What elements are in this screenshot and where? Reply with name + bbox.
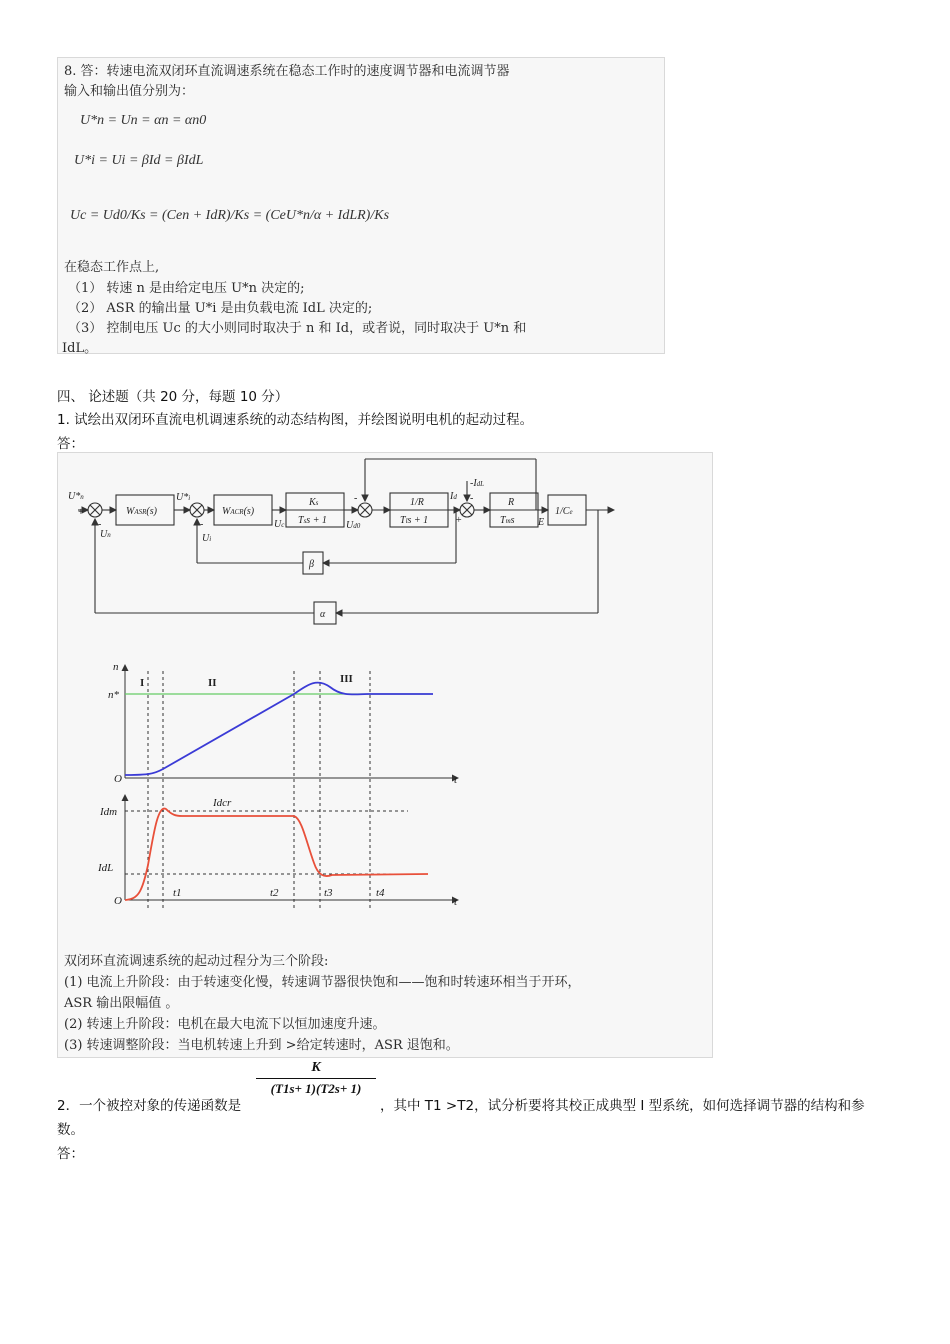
q2-suffix: ，其中 T1 >T2，试分析要将其校正成典型 I 型系统，如何选择调节器的结构和参	[380, 1098, 865, 1114]
start-process-title: 双闭环直流调速系统的起动过程分为三个阶段:	[64, 954, 329, 969]
q8-eq3: Uc = Ud0/Ks = (Cen + IdR)/Ks = (CeU*n/α + IdLR)/Ks	[70, 208, 390, 223]
q8-eq2: U*i = Ui = βId = βIdL	[74, 153, 204, 168]
block-tss: Tss + 1	[298, 515, 327, 526]
q2-answer: 答：	[57, 1146, 84, 1162]
start-process-item-1: (1) 电流上升阶段：由于转速变化慢，转速调节器很快饱和——饱和时转速环相当于开环，	[64, 975, 581, 990]
svg-text:+: +	[456, 515, 462, 526]
sig-e: E	[538, 517, 545, 528]
start-process-item-3: (2) 转速上升阶段：电机在最大电流下以恒加速度升速。	[64, 1017, 386, 1032]
sig-uc: Uc	[274, 519, 285, 530]
section4-answer: 答：	[57, 436, 84, 452]
block-tms: Tms	[500, 515, 515, 526]
t-axis-label-1: t	[454, 774, 458, 786]
t4-label: t4	[376, 887, 385, 899]
t3-label: t3	[324, 887, 333, 899]
sig-idl: -IdL	[470, 478, 485, 489]
t1-label: t1	[173, 887, 182, 899]
sig-id: Id	[450, 491, 457, 502]
q2-prefix: 2．一个被控对象的传递函数是	[57, 1098, 242, 1114]
t-axis-label-2: t	[454, 896, 458, 908]
svg-text:-: -	[200, 519, 204, 530]
svg-text:-: -	[470, 493, 474, 504]
sig-unstar: U*n	[68, 491, 84, 502]
phase-1-label: I	[140, 677, 145, 689]
start-process-item-2: ASR 输出限幅值 。	[64, 996, 179, 1011]
idcr-label: Idcr	[213, 797, 232, 809]
block-r: R	[508, 497, 515, 508]
q8-item-4: IdL。	[62, 341, 98, 356]
n-level-label: n*	[108, 689, 119, 701]
q2-fraction	[256, 1060, 376, 1097]
q8-item-3: （3） 控制电压 Uc 的大小则同时取决于 n 和 Id，或者说，同时取决于 U*n 和	[68, 321, 527, 336]
origin-label-2: O	[114, 895, 122, 907]
block-tls: Tls + 1	[400, 515, 429, 526]
block-1ce: 1/Ce	[555, 506, 573, 517]
origin-label-1: O	[114, 773, 122, 785]
section4-title: 四、 论述题（共 20 分，每题 10 分）	[57, 389, 289, 405]
idm-label: Idm	[100, 806, 118, 818]
start-process-item-4: (3) 转速调整阶段：当电机转速上升到 >给定转速时，ASR 退饱和。	[64, 1038, 459, 1053]
idl-label: IdL	[98, 862, 114, 874]
q8-answer-panel	[57, 57, 665, 354]
svg-text:-: -	[98, 519, 102, 530]
q8-item-1: （1） 转速 n 是由给定电压 U*n 决定的;	[68, 281, 305, 296]
sig-uistar: U*i	[176, 492, 191, 503]
q8-eq1: U*n = Un = αn = αn0	[80, 113, 207, 128]
q2-numerator: K	[311, 1060, 321, 1075]
block-wacr: WACR(s)	[222, 506, 255, 517]
block-wasr: WASR(s)	[126, 506, 157, 517]
sig-ui: Ui	[202, 533, 212, 544]
block-ks: Ks	[309, 497, 319, 508]
svg-text:-: -	[354, 493, 358, 504]
n-axis-label: n	[113, 661, 119, 673]
block-beta: β	[309, 559, 314, 570]
sig-un: Un	[100, 529, 111, 540]
phase-2-label: II	[208, 677, 217, 689]
phase-3-label: III	[340, 673, 353, 685]
q8-line1: 8. 答：转速电流双闭环直流调速系统在稳态工作时的速度调节器和电流调节器	[64, 64, 510, 79]
t2-label: t2	[270, 887, 279, 899]
block-alpha: α	[320, 609, 326, 620]
figure-panel	[57, 452, 713, 1058]
q8-steady-title: 在稳态工作点上,	[64, 260, 160, 275]
block-1r: 1/R	[410, 497, 424, 508]
section4-q1: 1. 试绘出双闭环直流电机调速系统的动态结构图，并绘图说明电机的起动过程。	[57, 412, 534, 428]
sig-ud0: Ud0	[346, 520, 361, 531]
q2-line2: 数。	[57, 1122, 84, 1138]
q8-item-2: （2） ASR 的输出量 U*i 是由负载电流 IdL 决定的;	[68, 301, 373, 316]
svg-text:+: +	[78, 507, 84, 518]
q8-line2: 输入和输出值分别为：	[64, 84, 195, 99]
q2-denominator: (T1s+ 1)(T2s+ 1)	[270, 1081, 362, 1096]
